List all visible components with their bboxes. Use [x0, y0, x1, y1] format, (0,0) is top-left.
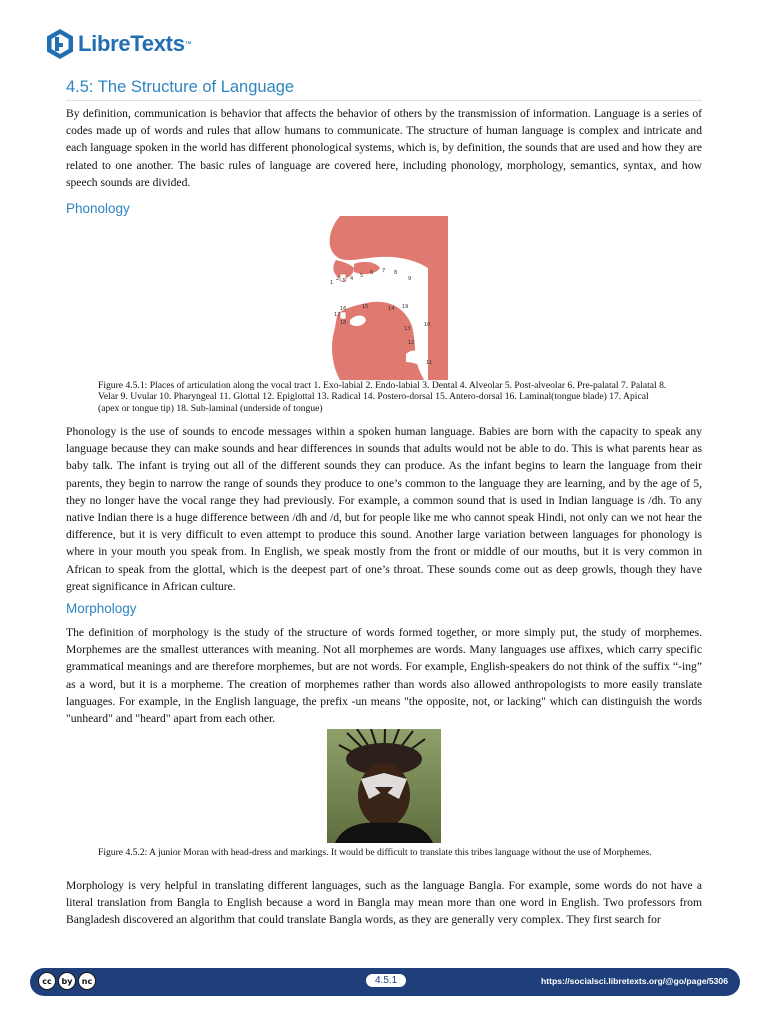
- morphology-paragraph-1: The definition of morphology is the study of the structure of words formed together, or more simply put, the study of morphemes. Morphemes are the smallest utterances with meaning. Not all morphemes are words. Many languages use affixes, which carry specific grammatical meanings and are therefore morphemes, but are not words. For example, English-speakers do not think of the suffix “-ing” as a word, but it is a morpheme. The creation of morphemes rather than words also allowed anthropologists to more easily translate languages. For example, in the English language, the prefix -un means "the opposite, not, or lacking" which can distinguish the words "unheard" and "heard" apart from each other.: [66, 626, 702, 726]
- vocal-tract-diagram: [320, 216, 448, 380]
- place-label-4: 4: [350, 276, 354, 282]
- place-label-16: 16: [340, 306, 347, 312]
- logo-wordmark: LibreTexts: [78, 31, 185, 56]
- cc-license-badge[interactable]: [38, 972, 96, 990]
- place-label-19: 19: [402, 304, 409, 310]
- figure-1-caption: Figure 4.5.1: Places of articulation along the vocal tract 1. Exo-labial 2. Endo-labial 3. Dental 4. Alveolar 5. Post-alveolar 6. Pre-palatal 7. Palatal 8. Velar 9. Uvular 10. Pharyngeal 11. Glottal 12. Epiglottal 13. Radical 14. Postero-dorsal 15. Antero-dorsal 16. Laminal(tongue blade) 17. Apical (apex or tongue tip) 18. Sub-laminal (underside of tongue): [98, 380, 667, 414]
- place-label-18: 18: [340, 320, 347, 326]
- place-label-13: 13: [404, 326, 411, 332]
- place-label-1: 1: [330, 280, 334, 286]
- place-label-5: 5: [360, 273, 364, 279]
- place-label-10: 10: [424, 322, 431, 328]
- page-title: 4.5: The Structure of Language: [66, 78, 702, 101]
- place-label-8: 8: [394, 270, 398, 276]
- place-label-11: 11: [426, 360, 433, 366]
- place-label-7: 7: [382, 268, 386, 274]
- page-url-link[interactable]: https://socialsci.libretexts.org/@go/page/5306: [541, 976, 728, 986]
- place-label-9: 9: [408, 276, 412, 282]
- page-footer: [30, 968, 740, 996]
- cc-icon: cc: [38, 972, 56, 990]
- moran-photo: [327, 729, 441, 843]
- nc-noncommercial-icon: nc: [78, 972, 96, 990]
- vocal-tract-figure: [320, 216, 448, 380]
- place-label-6: 6: [370, 270, 374, 276]
- libretexts-logo[interactable]: [46, 26, 192, 62]
- morphology-paragraph-2: Morphology is very helpful in translating different languages, such as the language Bangla. For example, some words do not have a literal translation from Bangla to English because a word in Bangla may mean more than one word in English. Two professors from Bangladesh discovered an algorithm that could translate Bangla words, as they are generally very complex. They first search for: [66, 879, 702, 927]
- figure-2-caption: Figure 4.5.2: A junior Moran with head-dress and markings. It would be difficult to translate this tribes language without the use of Morphemes.: [98, 847, 652, 858]
- place-label-12: 12: [408, 340, 415, 346]
- place-label-15: 15: [362, 304, 369, 310]
- page-number: 4.5.1: [366, 974, 406, 987]
- by-attribution-icon: by: [58, 972, 76, 990]
- moran-photo-image: [327, 729, 441, 843]
- place-label-3: 3: [342, 278, 346, 284]
- logo-trademark: ™: [184, 40, 192, 48]
- phonology-heading: Phonology: [66, 201, 130, 216]
- place-label-2: 2: [336, 276, 340, 282]
- libretexts-logo-icon: [46, 28, 74, 60]
- intro-paragraph: By definition, communication is behavior that affects the behavior of others by the transmission of information. Language is a series of codes made up of words and rules that allow humans to communicate. The structure of human language is complex and intricate and each language spoken in the world has different phonological systems, which is, by definition, the sounds that are used and how they are related to one another. The basic rules of language are covered here, including phonology, morphology, semantics, syntax, and how speech sounds are divided.: [66, 107, 702, 189]
- place-label-17: 17: [334, 312, 341, 318]
- morphology-heading: Morphology: [66, 601, 137, 616]
- phonology-paragraph: Phonology is the use of sounds to encode messages within a spoken human language. Babies are born with the capacity to speak any language because they can make sounds and hear differences in sounds that adults would not be able to do. This is what parents hear as baby talk. The infant is trying out all of the different sounds they can produce. As the infant begins to learn the language from their parents, they begin to narrow the range of sounds they produce to one’s common to the language they are learning, and by the age of 5, they no longer have the vocal range they had previously. For example, a common sound that is used in Indian language is /dh. To any native Indian there is a huge difference between /dh and /d, but for people like me who cannot speak Hindi, not only can we not hear the difference, but it is very difficult to even attempt to produce this sound. Another large variation between languages for phonology is where in your mouth you speak from. In English, we speak mostly from the front or middle of our mouths, but it is very common in African to speak from the glottal, which is the deepest part of one’s throat. These sounds come out as deep growls, though they have great significance in African culture.: [66, 425, 702, 593]
- place-label-14: 14: [388, 306, 395, 312]
